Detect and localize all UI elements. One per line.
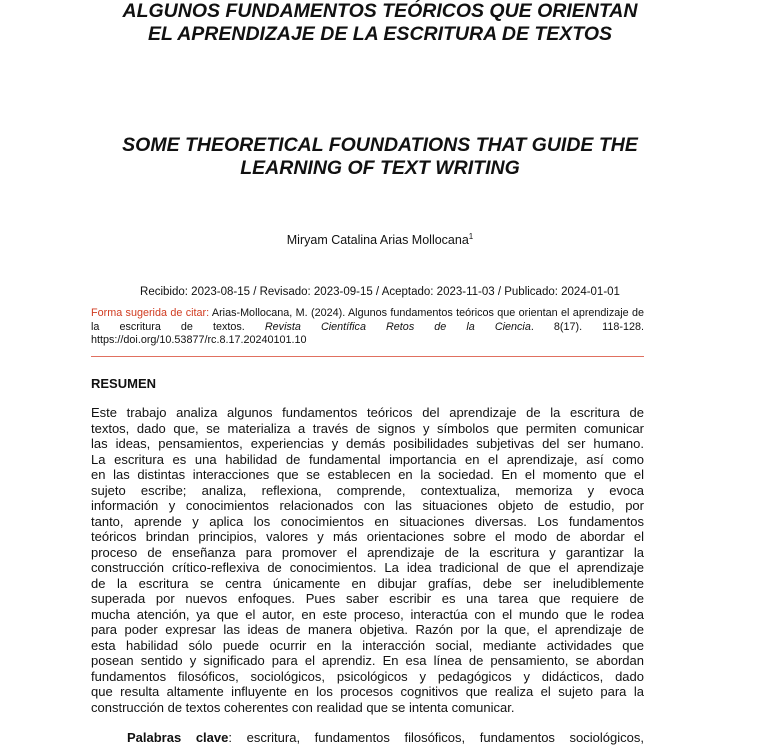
abstract-line: posean sentido y significado para el aprendiz. En esa línea de pensamiento, se abordan (91, 653, 644, 668)
citation-label: Forma sugerida de citar: (91, 307, 210, 319)
abstract-line: La escritura es una habilidad de fundamental importancia en el aprendizaje, así como (91, 451, 644, 467)
author-footnote-mark: 1 (468, 232, 474, 241)
abstract-line: proceso de enseñanza para promover el aprendizaje de la escritura y garantizar la (91, 544, 644, 560)
abstract-line: para poder expresar las ideas de manera objetiva. Razón por la que, el aprendizaje de (91, 622, 644, 637)
abstract-line: información y conocimientos relacionados con las situaciones objeto de estudio, por (91, 498, 644, 513)
abstract-line: las ideas, pensamientos, experiencias y demás posibilidades subjetivas del ser humano. (91, 436, 644, 451)
citation-journal: Revista Científica Retos de la Ciencia (264, 320, 531, 333)
english-title (70, 134, 690, 180)
author-name: Miryam Catalina Arias Mollocana (286, 233, 469, 248)
keywords-paragraph (91, 730, 644, 746)
title-line: LEARNING OF TEXT WRITING (240, 157, 520, 179)
abstract-line: tanto, aprende y aplica los conocimientos en situaciones diversas. Los fundamentos (91, 513, 644, 529)
citation-text: Arias-Mollocana, M. (2024). Algunos fundamentos teóricos que orientan el aprendizaje de la escritura de textos. (91, 307, 645, 333)
keywords-label: Palabras clave (127, 730, 229, 745)
title-line: ALGUNOS FUNDAMENTOS TEÓRICOS QUE ORIENTAN (122, 0, 638, 22)
abstract-line: en las distintas interacciones que se establecen en la sociedad. En el momento que el (91, 467, 644, 482)
abstract-line: esta habilidad sólo puede ocurrir en la interacción social, mediante actividades que (91, 637, 644, 653)
author-line (0, 232, 760, 247)
abstract-line: sujeto escribe; analiza, reflexiona, comprende, contextualiza, memoriza y evoca (91, 482, 644, 498)
abstract-line: textos, dado que, se materializa a través de signos y símbolos que permiten comunicar (91, 420, 644, 436)
abstract-line: que resulta altamente influyente en los procesos cognitivos que realiza el sujeto para la (91, 684, 644, 699)
abstract-line: construcción de textos coherentes con realidad que se intenta comunicar. (91, 699, 515, 715)
title-line: SOME THEORETICAL FOUNDATIONS THAT GUIDE THE (122, 134, 638, 156)
abstract-line: mucha atención, ya que el autor, en este proceso, interactúa con el mundo que le rodea (91, 606, 644, 622)
divider (91, 356, 644, 357)
abstract-paragraph (91, 405, 644, 715)
abstract-line: superada por nuevos enfoques. Pues saber escribir es una tarea que requiere de (91, 591, 644, 606)
abstract-line: construcción crítico-reflexiva de conocimientos. La idea tradicional de que el aprendizaje (91, 560, 644, 575)
abstract-line: de la escritura se centra únicamente en dibujar grafías, debe ser ineludiblemente (91, 575, 644, 591)
keywords-text: : escritura, fundamentos filosóficos, fundamentos sociológicos, (228, 730, 644, 745)
resumen-heading: RESUMEN (91, 376, 157, 391)
abstract-line: Este trabajo analiza algunos fundamentos teóricos del aprendizaje de la escritura de (91, 405, 644, 420)
title-line: EL APRENDIZAJE DE LA ESCRITURA DE TEXTOS (147, 23, 613, 45)
abstract-line: teóricos brindan principios, valores y más orientaciones sobre el modo de abordar el (91, 529, 644, 544)
abstract-line: fundamentos filosóficos, sociológicos, psicológicos y pedagógicos y didácticos, dado (91, 668, 644, 684)
citation-details: . 8(17). 118-128. https://doi.org/10.53877/rc.8.17.20240101.10 (91, 320, 644, 346)
publication-dates: Recibido: 2023-08-15 / Revisado: 2023-09-15 / Aceptado: 2023-11-03 / Publicado: 2024-01-01 (140, 286, 620, 298)
keywords-line (91, 730, 644, 746)
spanish-title (70, 0, 690, 46)
suggested-citation (91, 307, 644, 348)
